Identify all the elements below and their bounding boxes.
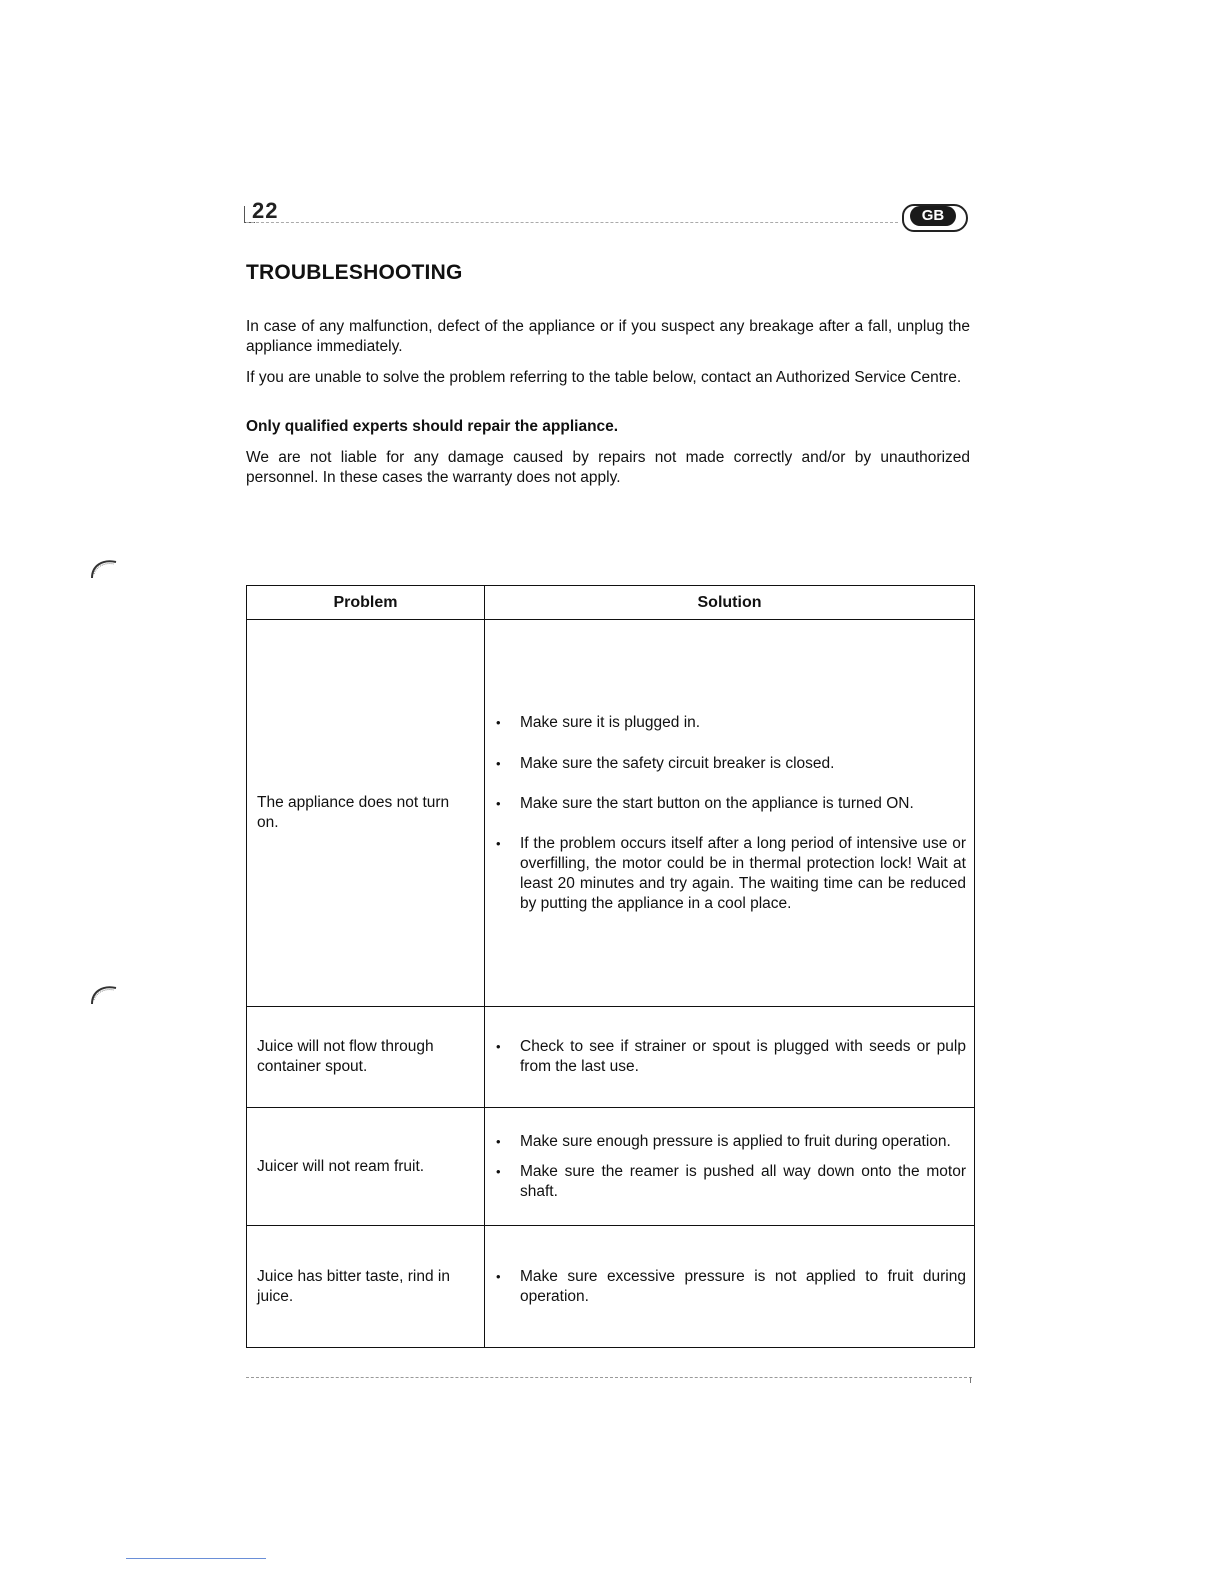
problem-cell: Juice has bitter taste, rind in juice. xyxy=(247,1226,485,1348)
solution-item: • Make sure the safety circuit breaker is closed. xyxy=(495,754,966,774)
header-rule xyxy=(246,222,898,223)
bottom-edge-line xyxy=(126,1558,266,1559)
table-row xyxy=(247,1108,975,1226)
solution-item: • Make sure the reamer is pushed all way down onto the motor shaft. xyxy=(495,1162,966,1202)
table-header-row xyxy=(247,586,975,620)
solution-cell xyxy=(485,620,975,1007)
column-header-solution: Solution xyxy=(485,586,975,620)
solution-list xyxy=(495,1037,966,1077)
language-badge-label: GB xyxy=(910,206,956,226)
binder-hole-mark-icon xyxy=(88,556,120,580)
solution-list xyxy=(495,713,966,914)
page-number: 22 xyxy=(252,198,279,223)
troubleshooting-table xyxy=(246,585,975,1348)
footer-rule xyxy=(246,1377,972,1378)
footer-rule-end xyxy=(970,1377,971,1383)
solution-list xyxy=(495,1267,966,1307)
table-row xyxy=(247,1007,975,1108)
language-badge xyxy=(902,204,970,230)
column-header-problem: Problem xyxy=(247,586,485,620)
solution-item: • Make sure excessive pressure is not applied to fruit during operation. xyxy=(495,1267,966,1307)
solution-item: • Make sure it is plugged in. xyxy=(495,713,966,733)
intro-paragraph-warning: Only qualified experts should repair the appliance. xyxy=(246,418,619,435)
solution-item: • If the problem occurs itself after a long period of intensive use or overfilling, the motor could be in thermal protection lock! Wait at least 20 minutes and try again. The waiting time can be reduced by putting the appliance in a cool place. xyxy=(495,834,966,914)
binder-hole-mark-icon xyxy=(88,982,120,1006)
intro-paragraph-1: In case of any malfunction, defect of the appliance or if you suspect any breakage after a fall, unplug the appliance immediately. xyxy=(246,318,970,355)
solution-list xyxy=(495,1132,966,1202)
intro-paragraph-2: If you are unable to solve the problem referring to the table below, contact an Authorized Service Centre. xyxy=(246,369,962,386)
problem-cell: Juice will not flow through container spout. xyxy=(247,1007,485,1108)
table-row xyxy=(247,1226,975,1348)
intro-paragraph-liability: We are not liable for any damage caused by repairs not made correctly and/or by unauthorized personnel. In these cases the warranty does not apply. xyxy=(246,449,970,486)
section-title: TROUBLESHOOTING xyxy=(246,261,463,284)
problem-cell: The appliance does not turn on. xyxy=(247,620,485,1007)
solution-cell xyxy=(485,1007,975,1108)
solution-item: • Check to see if strainer or spout is plugged with seeds or pulp from the last use. xyxy=(495,1037,966,1077)
problem-cell: Juicer will not ream fruit. xyxy=(247,1108,485,1226)
solution-cell xyxy=(485,1108,975,1226)
solution-cell xyxy=(485,1226,975,1348)
table-row xyxy=(247,620,975,1007)
solution-item: • Make sure enough pressure is applied to fruit during operation. xyxy=(495,1132,966,1152)
solution-item: • Make sure the start button on the appliance is turned ON. xyxy=(495,794,966,814)
